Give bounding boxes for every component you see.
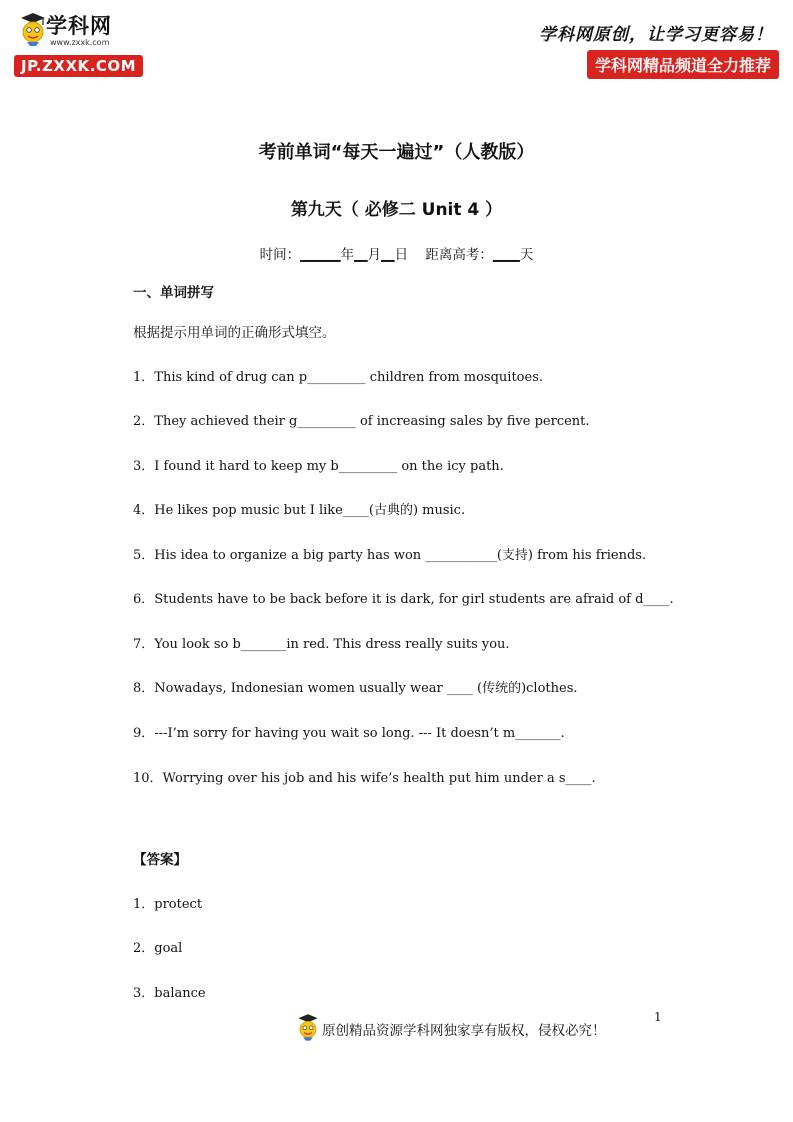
blank-day: __	[381, 247, 395, 263]
answer-heading: 【答案】	[133, 852, 187, 868]
logo-url: www.zxxk.com	[50, 38, 110, 47]
blank-month: __	[354, 247, 368, 263]
question-item: 2．They achieved their g_________ of increasing sales by five percent.	[133, 414, 590, 429]
day-label: 日	[394, 247, 409, 263]
exam-label: 距离高考：	[425, 247, 493, 263]
question-item: 9．---I’m sorry for having you wait so long. --- It doesn’t m_______.	[133, 726, 565, 741]
answer-item: 1．protect	[133, 897, 203, 912]
footer-mascot-icon	[296, 1013, 320, 1041]
instruction: 根据提示用单词的正确形式填空。	[133, 325, 336, 341]
footer-copyright: 原创精品资源学科网独家享有版权，侵权必究！	[322, 1023, 606, 1039]
question-item: 8．Nowadays, Indonesian women usually wear ____ (传统的)clothes.	[133, 681, 578, 696]
question-item: 10．Worrying over his job and his wife’s health put him under a s____.	[133, 771, 596, 786]
question-item: 4．He likes pop music but I like____(古典的) music.	[133, 503, 466, 518]
days-label: 天	[519, 247, 534, 263]
question-item: 1．This kind of drug can p_________ children from mosquitoes.	[133, 370, 544, 385]
document-subtitle: 第九天（ 必修二 Unit 4 ）	[290, 200, 503, 220]
answer-item: 2．goal	[133, 941, 183, 956]
blank-days: ____	[492, 247, 520, 263]
answer-item: 3．balance	[133, 986, 206, 1001]
blank-year: ______	[300, 247, 341, 263]
header-slogan: 学科网原创，让学习更容易！	[539, 25, 773, 45]
year-label: 年	[340, 247, 355, 263]
logo-mascot-icon	[18, 12, 48, 46]
date-line	[0, 243, 793, 263]
question-item: 5．His idea to organize a big party has won ___________(支持) from his friends.	[133, 548, 647, 563]
page-number: 1	[654, 1010, 662, 1024]
date-label: 时间：	[259, 247, 301, 263]
logo-name: 学科网	[46, 14, 112, 38]
question-item: 6．Students have to be back before it is dark, for girl students are afraid of d____.	[133, 592, 674, 607]
promo-banner[interactable]: 学科网精品频道全力推荐	[587, 50, 779, 79]
month-label: 月	[367, 247, 382, 263]
question-item: 7．You look so b_______in red. This dress really suits you.	[133, 637, 510, 652]
document-title: 考前单词“每天一遍过”（人教版）	[258, 142, 535, 163]
date-gap	[408, 247, 425, 263]
question-item: 3．I found it hard to keep my b_________ on the icy path.	[133, 459, 504, 474]
section-title: 一、单词拼写	[133, 285, 214, 301]
logo-badge[interactable]: JP.ZXXK.COM	[14, 55, 143, 77]
